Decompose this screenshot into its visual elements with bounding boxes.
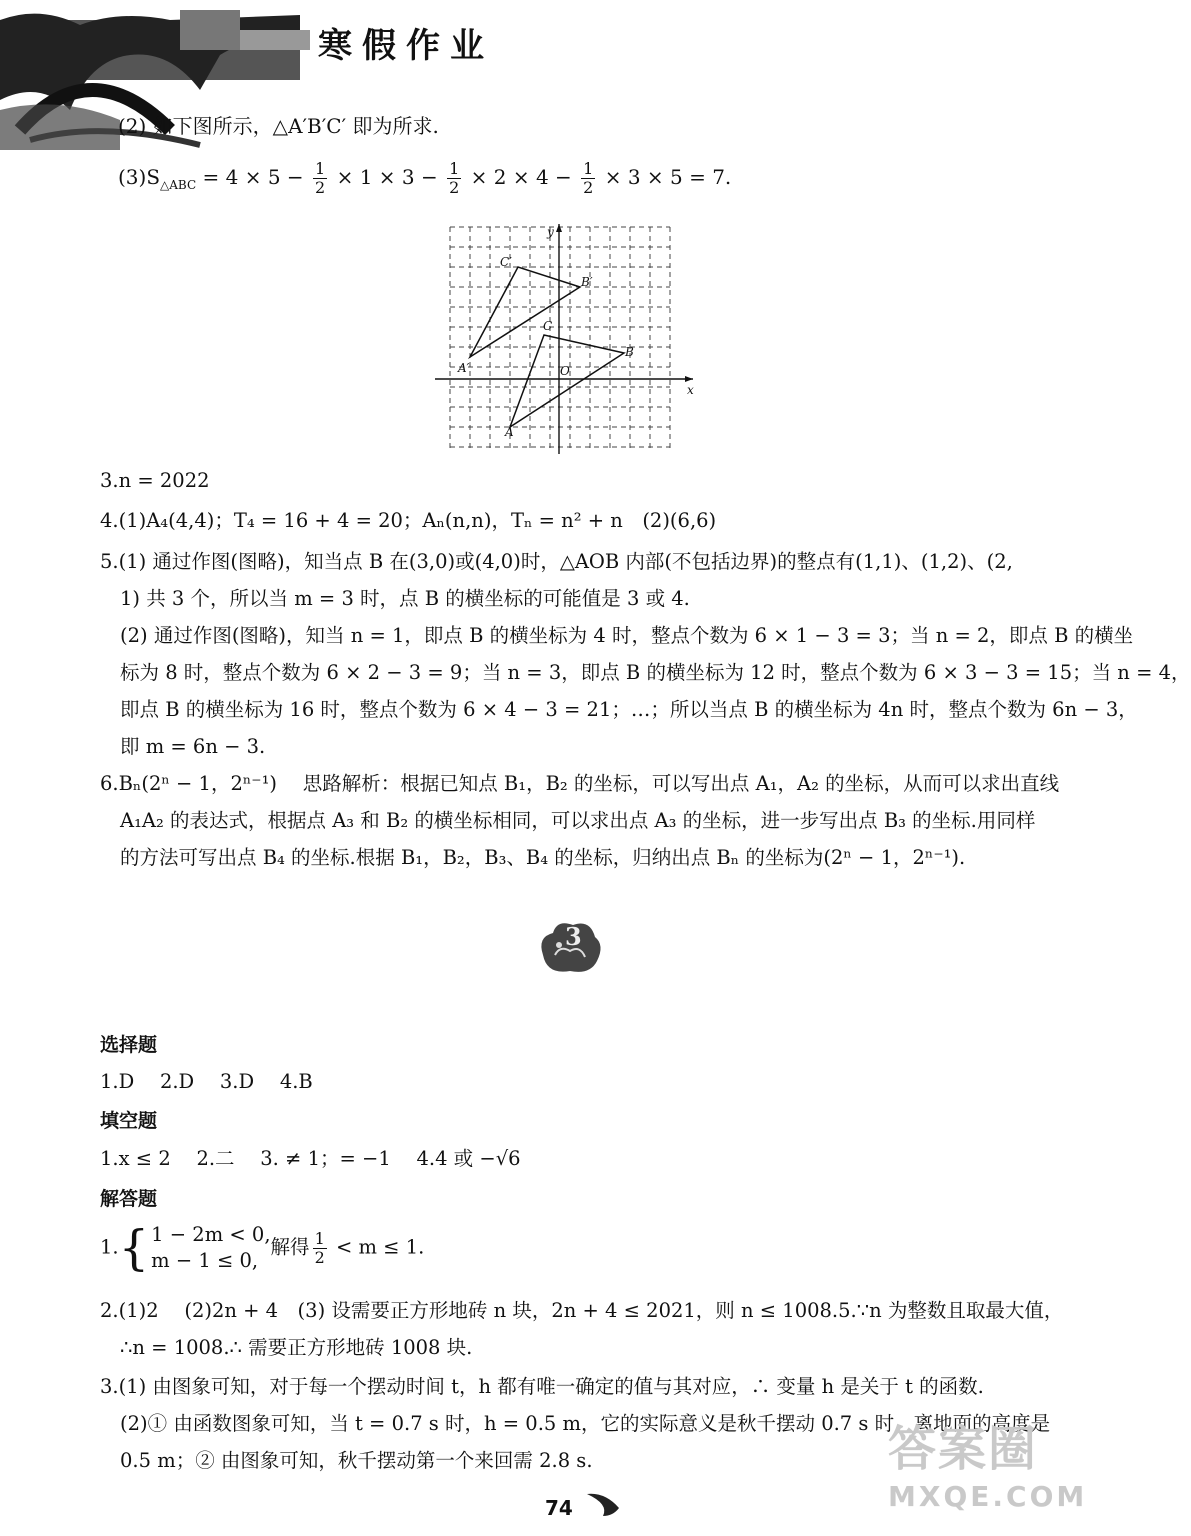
answer-q5-line6: 即 m = 6n − 3. [120,735,266,758]
solve-q2 [100,1292,1064,1366]
answer-block-q6 [100,765,1060,876]
fraction: $\frac{1}{2}$ [314,1228,325,1267]
fraction: $\frac{1}{2}$ [449,159,460,197]
answer-q5-line3: (2) 通过作图(图略)，知当 n = 1，即点 B 的横坐标为 4 时，整点个数为 6 × 1 − 3 = 3；当 n = 2，即点 B 的横坐 [120,624,1134,647]
label-x: x [687,383,694,397]
coordinate-grid-figure [435,222,700,454]
watermark-logo: 答案圈 [888,1421,1039,1477]
solve-q3-line3: 0.5 m；② 由图象可知，秋千摆动第一个来回需 2.8 s. [120,1449,593,1472]
choice-answers: 1.D 2.D 3.D 4.B [100,1070,313,1093]
choice-title: 选择题 [100,1034,158,1056]
fill-answers: 1.x ≤ 2 2.二 3. ≠ 1；= −1 4.4 或 −√6 [100,1147,521,1170]
answer-q3: 3.n = 2022 [100,469,210,492]
solve-q2-line2: ∴n = 1008.∴ 需要正方形地砖 1008 块. [120,1336,473,1359]
answer-line-2: (2) 如下图所示，△A′B′C′ 即为所求. [118,114,439,138]
answer-q6-line2: A₁A₂ 的表达式，根据点 A₃ 和 B₂ 的横坐标相同，可以求出点 A₃ 的坐标，进一步写出点 B₃ 的坐标.用同样 [120,809,1036,832]
label-b: B [625,345,634,359]
answer-q6-line1: 6.Bₙ(2ⁿ − 1，2ⁿ⁻¹) 思路解析：根据已知点 B₁，B₂ 的坐标，可以写出点 A₁，A₂ 的坐标，从而可以求出直线 [100,772,1060,795]
brace: { [118,1220,150,1276]
label-y: y [547,225,554,239]
solve-q3-line2: (2)① 由函数图象可知，当 t = 0.7 s 时，h = 0.5 m，它的实际意义是秋千摆动 0.7 s 时，离地面的高度是 [120,1412,1051,1435]
answer-line-3: $(3)S_{\triangle ABC} = 4 \times 5$ − $\frac{1}{2}$ × 1 × 3 − $\frac{1}{2}$ × 2 × 4 − $\frac{1}{2}$ × 3 × 5 = 7. [118,159,732,197]
answer-q5-line5: 即点 B 的横坐标为 16 时，整点个数为 6 × 4 − 3 = 21；…；所以当点 B 的横坐标为 4n 时，整点个数为 6n − 3， [120,698,1138,721]
answer-q6-line3: 的方法可写出点 B₄ 的坐标.根据 B₁，B₂，B₃、B₄ 的坐标，归纳出点 Bₙ 的坐标为(2ⁿ − 1，2ⁿ⁻¹). [120,846,966,869]
answer-block-q5 [100,543,1191,765]
answer-q5-line1: 5.(1) 通过作图(图略)，知当点 B 在(3,0)或(4,0)时，△AOB 内部(不包括边界)的整点有(1,1)、(1,2)、(2, [100,550,1013,573]
answer-q5-line2: 1) 共 3 个，所以当 m = 3 时，点 B 的横坐标的可能值是 3 或 4. [120,587,690,610]
solve-q1: 1.{ 1 − 2m < 0, m − 1 ≤ 0, 解得 $\frac{1}{2}$ < m ≤ 1. [100,1220,425,1276]
label-a-prime: A′ [458,361,470,375]
triangle-a-prime [470,267,580,357]
label-o: O [560,364,570,378]
fraction: $\frac{1}{2}$ [583,159,594,197]
label-a: A [505,425,514,439]
answer-block-q4 [100,502,1060,539]
triangle-abc [510,335,624,427]
answer-block [100,462,1060,499]
ornament-number: 3 [565,922,582,951]
answer-q5-line4: 标为 8 时，整点个数为 6 × 2 − 3 = 9；当 n = 3，即点 B 的横坐标为 12 时，整点个数为 6 × 3 − 3 = 15；当 n = 4， [120,661,1191,684]
fill-title: 填空题 [100,1110,158,1132]
page-number-decoration [585,1490,625,1520]
page-number: 74 [545,1496,573,1520]
label-c: C [543,319,553,333]
header-title: 寒假作业 [318,26,494,66]
answer-q4: 4.(1)A₄(4,4)；T₄ = 16 + 4 = 20；Aₙ(n,n)，Tₙ = n² + n (2)(6,6) [100,509,717,532]
solve-q3-line1: 3.(1) 由图象可知，对于每一个摆动时间 t，h 都有唯一确定的值与其对应，∴ 变量 h 是关于 t 的函数. [100,1375,984,1398]
section-ornament-icon [535,915,605,977]
solve-title: 解答题 [100,1188,158,1210]
fraction: $\frac{1}{2}$ [315,159,326,197]
label-c-prime: C′ [500,255,512,269]
solve-q2-line1: 2.(1)2 (2)2n + 4 (3) 设需要正方形地砖 n 块，2n + 4 ≤ 2021，则 n ≤ 1008.5.∵n 为整数且取最大值， [100,1299,1064,1322]
label-b-prime: B′ [581,275,593,289]
watermark-url: MXQE.COM [888,1480,1088,1513]
